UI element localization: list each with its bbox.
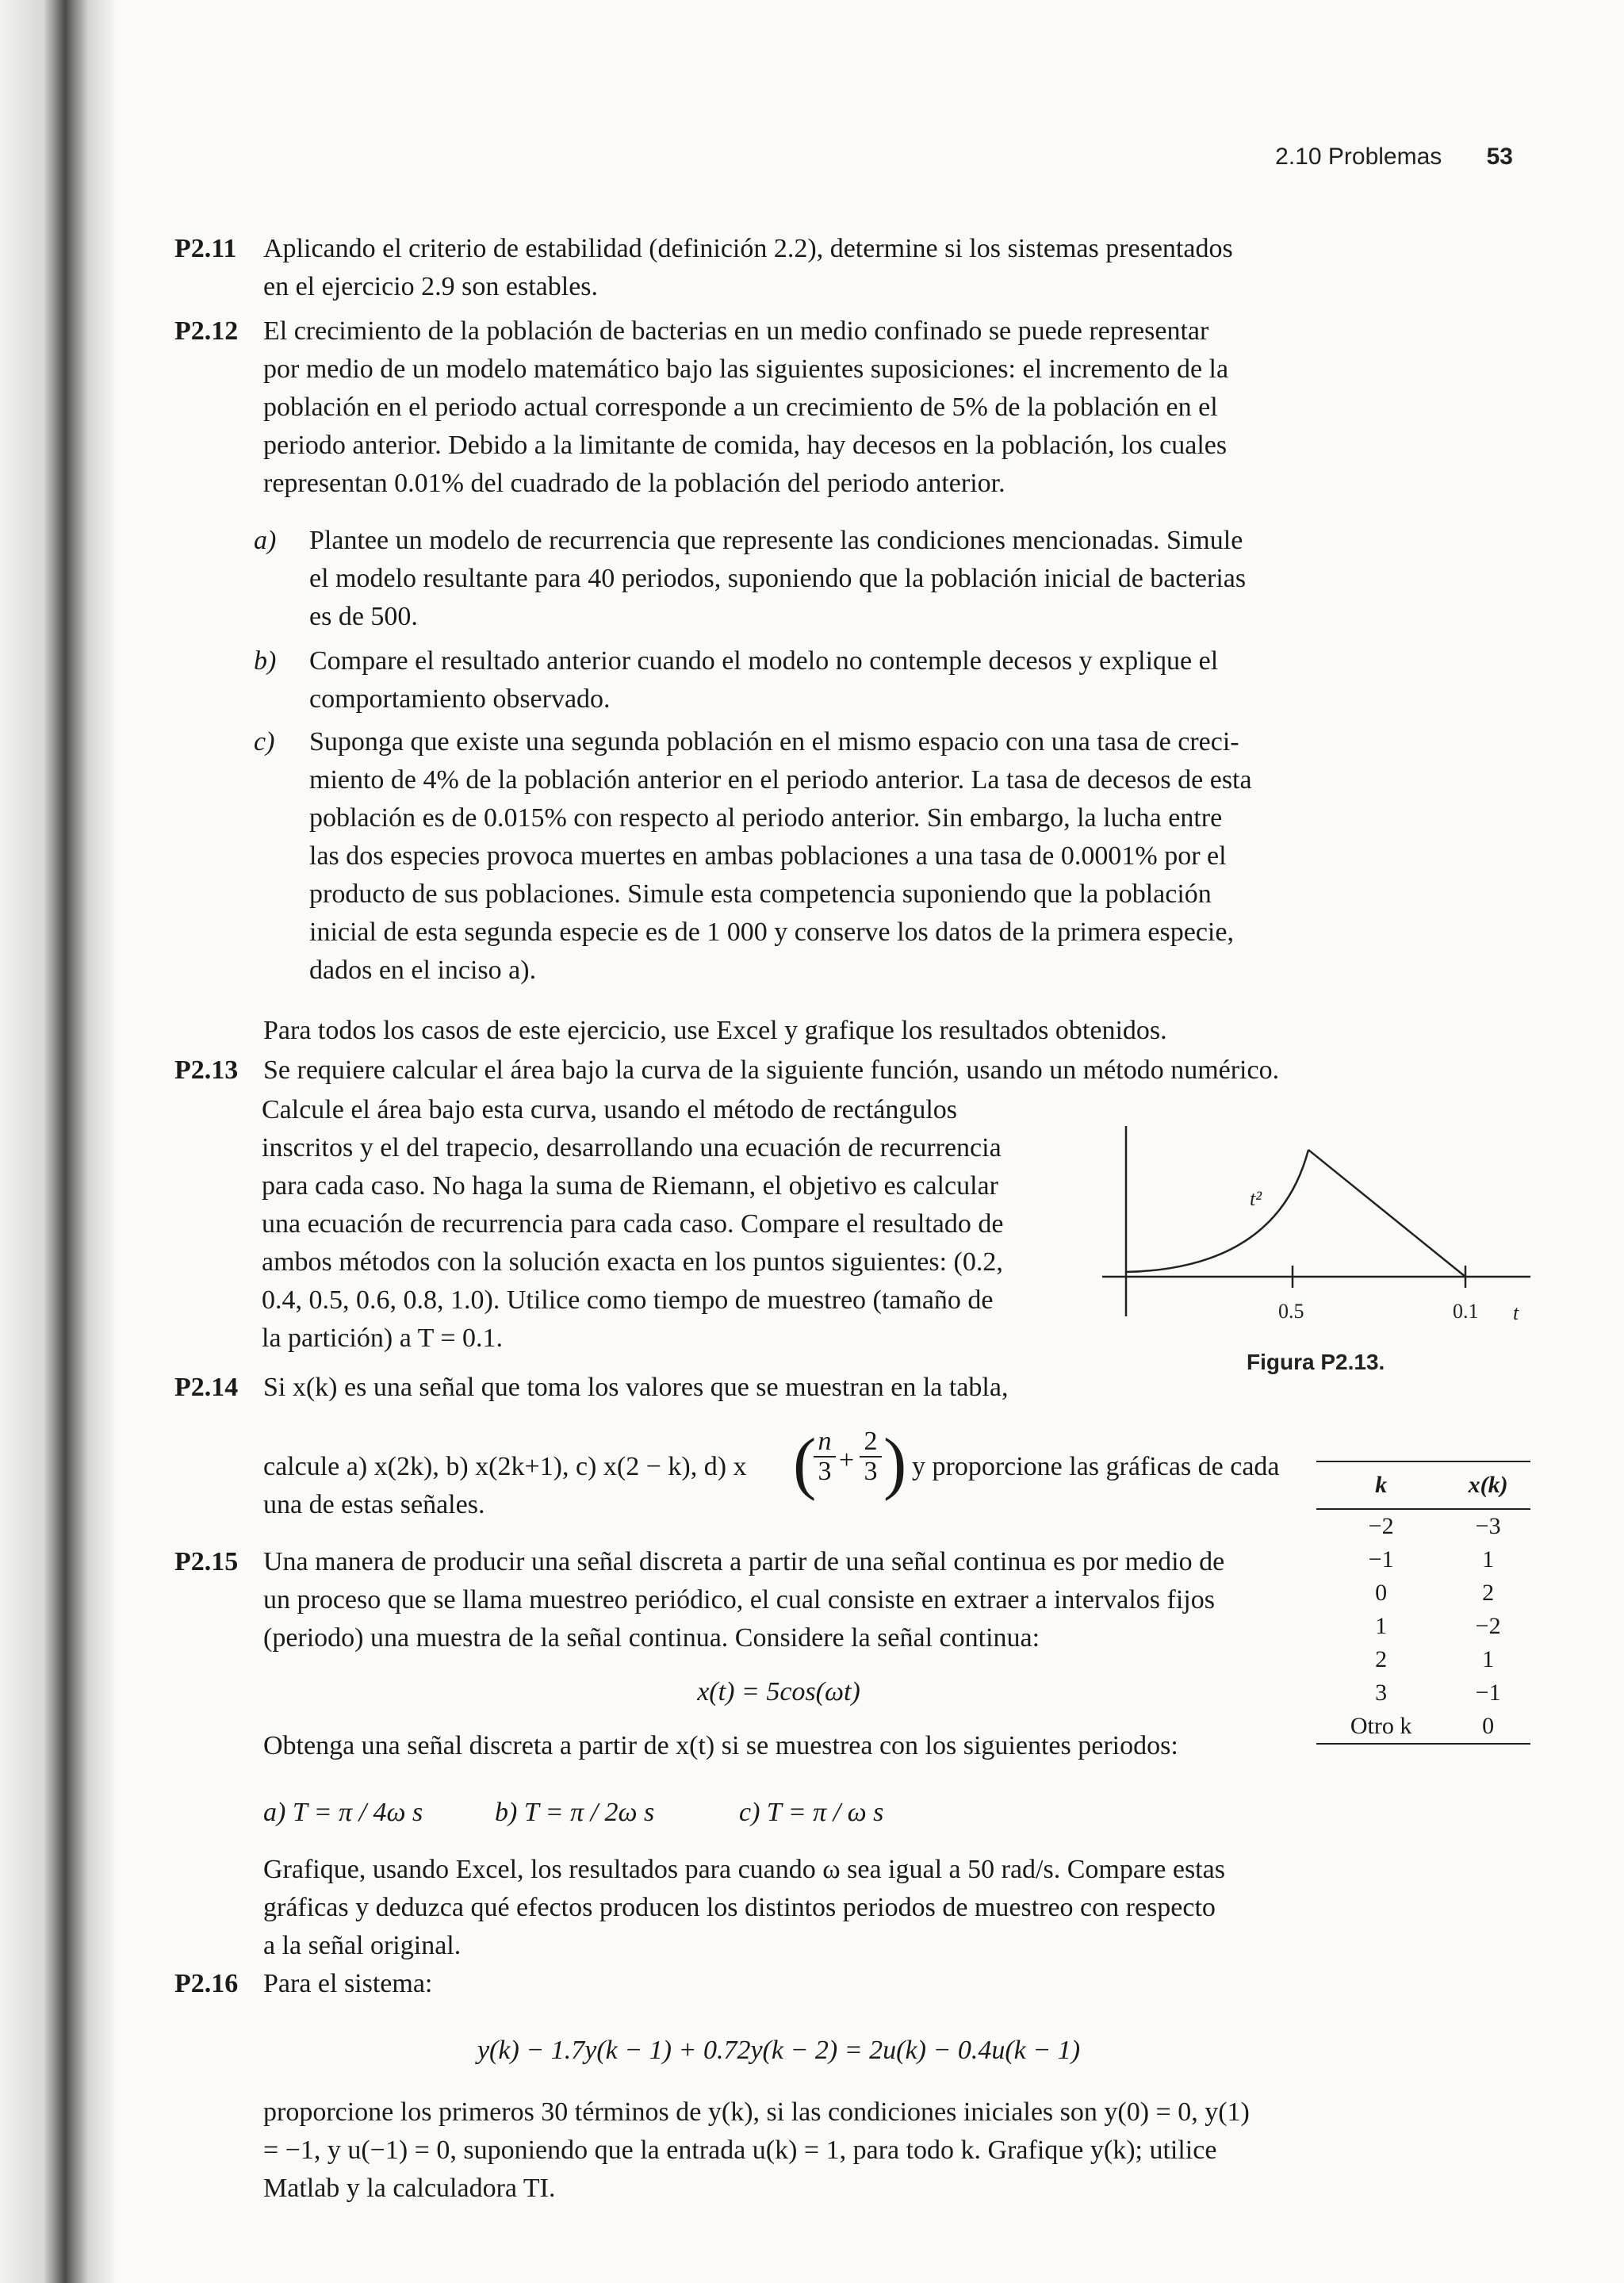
problem-number: P2.11 — [174, 234, 237, 263]
table-row: 2 1 — [1375, 1646, 1495, 1672]
table-row: −1 1 — [1368, 1546, 1495, 1572]
text-line: comportamiento observado. — [309, 684, 611, 714]
item-label: c) — [254, 727, 275, 757]
equation-system: y(k) − 1.7y(k − 1) + 0.72y(k − 2) = 2u(k) − 0.4u(k − 1) — [477, 2036, 1081, 2065]
problem-number: P2.15 — [174, 1547, 239, 1576]
text-line: una ecuación de recurrencia para cada caso. Compare el resultado de — [262, 1209, 1004, 1239]
period-a: a) T = π / 4ω s — [263, 1798, 423, 1827]
text-line: proporcione los primeros 30 términos de y(k), si las condiciones iniciales son y(0) = 0, y(1) — [263, 2097, 1250, 2127]
text-line: por medio de un modelo matemático bajo las siguientes suposiciones: el incremento de la — [263, 354, 1229, 384]
text-line: El crecimiento de la población de bacterias en un medio confinado se puede representar — [263, 316, 1209, 346]
text-line: inicial de esta segunda especie es de 1 000 y conserve los datos de la primera especie, — [309, 917, 1234, 947]
text-line: población es de 0.015% con respecto al periodo anterior. Sin embargo, la lucha entre — [309, 803, 1223, 833]
tick-label: 0.5 — [1278, 1300, 1304, 1323]
text-line: gráficas y deduzca qué efectos producen los distintos periodos de muestreo con respecto — [263, 1893, 1216, 1922]
text-line: un proceso que se llama muestreo periódico, el cual consiste en extraer a intervalos fijos — [263, 1585, 1215, 1615]
text-line: Suponga que existe una segunda población en el mismo espacio con una tasa de creci- — [309, 727, 1239, 757]
table-row: −2 −3 — [1368, 1513, 1501, 1539]
problem-2-15-closing — [263, 1851, 1294, 1965]
text-line: Obtenga una señal discreta a partir de x(t) si se muestrea con los siguientes periodos: — [263, 1731, 1178, 1760]
period-b: b) T = π / 2ω s — [495, 1798, 655, 1827]
parabola-curve — [1126, 1150, 1308, 1272]
table-row: 1 −2 — [1375, 1613, 1501, 1639]
text-line: inscritos y el del trapecio, desarrollando una ecuación de recurrencia — [262, 1133, 1002, 1163]
left-paren: ( — [793, 1425, 817, 1502]
text-line: población en el periodo actual corresponde a un crecimiento de 5% de la población en el — [263, 393, 1218, 422]
problem-number: P2.13 — [174, 1055, 239, 1085]
text-line: a la señal original. — [263, 1931, 462, 1960]
text-line: Grafique, usando Excel, los resultados para cuando ω sea igual a 50 rad/s. Compare estas — [263, 1855, 1225, 1884]
text-line: y proporcione las gráficas de cada — [912, 1452, 1280, 1481]
ramp-line — [1308, 1150, 1465, 1277]
period-c: c) T = π / ω s — [739, 1798, 884, 1827]
text-line: Una manera de producir una señal discreta a partir de una señal continua es por medio de — [263, 1547, 1225, 1576]
text-line: calcule a) x(2k), b) x(2k+1), c) x(2 − k), d) x — [263, 1452, 747, 1481]
section-title: 2.10 Problemas — [1275, 144, 1442, 170]
text-line: Matlab y la calculadora TI. — [263, 2174, 556, 2203]
text-line: dados en el inciso a). — [309, 956, 537, 985]
text-line: Calcule el área bajo esta curva, usando el método de rectángulos — [262, 1095, 958, 1124]
text-line: Para el sistema: — [263, 1969, 433, 1998]
text-line: (periodo) una muestra de la señal continua. Considere la señal continua: — [263, 1623, 1040, 1653]
item-label: a) — [254, 526, 277, 555]
text-line: Aplicando el criterio de estabilidad (definición 2.2), determine si los sistemas presentados — [263, 234, 1233, 263]
problem-number: P2.12 — [174, 316, 239, 346]
text-line: es de 500. — [309, 602, 418, 631]
table-row: Otro k 0 — [1316, 1710, 1530, 1744]
problem-2-13-body — [262, 1091, 1078, 1358]
text-line: la partición) a T = 0.1. — [262, 1323, 504, 1353]
text-line: Plantee un modelo de recurrencia que represente las condiciones mencionadas. Simule — [309, 526, 1243, 555]
text-line: 0.4, 0.5, 0.6, 0.8, 1.0). Utilice como tiempo de muestreo (tamaño de — [262, 1285, 994, 1315]
fraction: n 3 — [814, 1427, 836, 1486]
table-header: k — [1316, 1461, 1446, 1509]
problem-2-14-formula — [263, 1425, 1294, 1519]
table-row: 0 2 — [1375, 1580, 1495, 1606]
text-line: Si x(k) es una señal que toma los valores que se muestran en la tabla, — [263, 1373, 1009, 1402]
text-line: una de estas señales. — [263, 1490, 485, 1519]
text-line: el modelo resultante para 40 periodos, suponiendo que la población inicial de bacterias — [309, 564, 1247, 593]
figure-p2-13 — [1094, 1110, 1538, 1340]
figure-caption: Figura P2.13. — [1247, 1350, 1385, 1374]
plus-sign: + — [839, 1446, 855, 1475]
text-line: miento de 4% de la población anterior en el periodo anterior. La tasa de decesos de esta — [309, 765, 1252, 795]
book-binding-shadow — [0, 0, 119, 2283]
problem-2-16-body — [263, 2093, 1310, 2208]
item-label: b) — [254, 646, 277, 676]
text-line: Se requiere calcular el área bajo la curva de la siguiente función, usando un método numérico. — [263, 1055, 1280, 1085]
problem-number: P2.14 — [174, 1373, 239, 1402]
text-line: las dos especies provoca muertes en ambas poblaciones a una tasa de 0.0001% por el — [309, 841, 1227, 871]
text-line: ambos métodos con la solución exacta en los puntos siguientes: (0.2, — [262, 1247, 1003, 1277]
page-header — [1275, 141, 1513, 173]
page-number: 53 — [1486, 144, 1513, 170]
equation-xt: x(t) = 5cos(ωt) — [697, 1677, 860, 1707]
text-line: representan 0.01% del cuadrado de la población del periodo anterior. — [263, 469, 1005, 498]
text-line: en el ejercicio 2.9 son estables. — [263, 272, 599, 301]
text-line: producto de sus poblaciones. Simule esta competencia suponiendo que la población — [309, 879, 1212, 909]
tick-label: 0.1 — [1453, 1300, 1479, 1323]
table-row: 3 −1 — [1375, 1680, 1501, 1706]
text-line: periodo anterior. Debido a la limitante de comida, hay decesos en la población, los cuales — [263, 431, 1228, 460]
right-paren: ) — [883, 1425, 907, 1502]
fraction: 2 3 — [860, 1427, 882, 1486]
text-line: Compare el resultado anterior cuando el modelo no contemple decesos y explique el — [309, 646, 1219, 676]
text-line: = −1, y u(−1) = 0, suponiendo que la entrada u(k) = 1, para todo k. Grafique y(k); utilice — [263, 2136, 1217, 2165]
curve-label: t² — [1250, 1187, 1262, 1210]
problem-number: P2.16 — [174, 1969, 239, 1998]
text-line: Para todos los casos de este ejercicio, use Excel y grafique los resultados obtenidos. — [263, 1016, 1167, 1045]
axis-label: t — [1513, 1301, 1519, 1324]
text-line: para cada caso. No haga la suma de Riemann, el objetivo es calcular — [262, 1171, 998, 1201]
table-header: x(k) — [1446, 1461, 1530, 1509]
xk-table — [1316, 1461, 1530, 1745]
